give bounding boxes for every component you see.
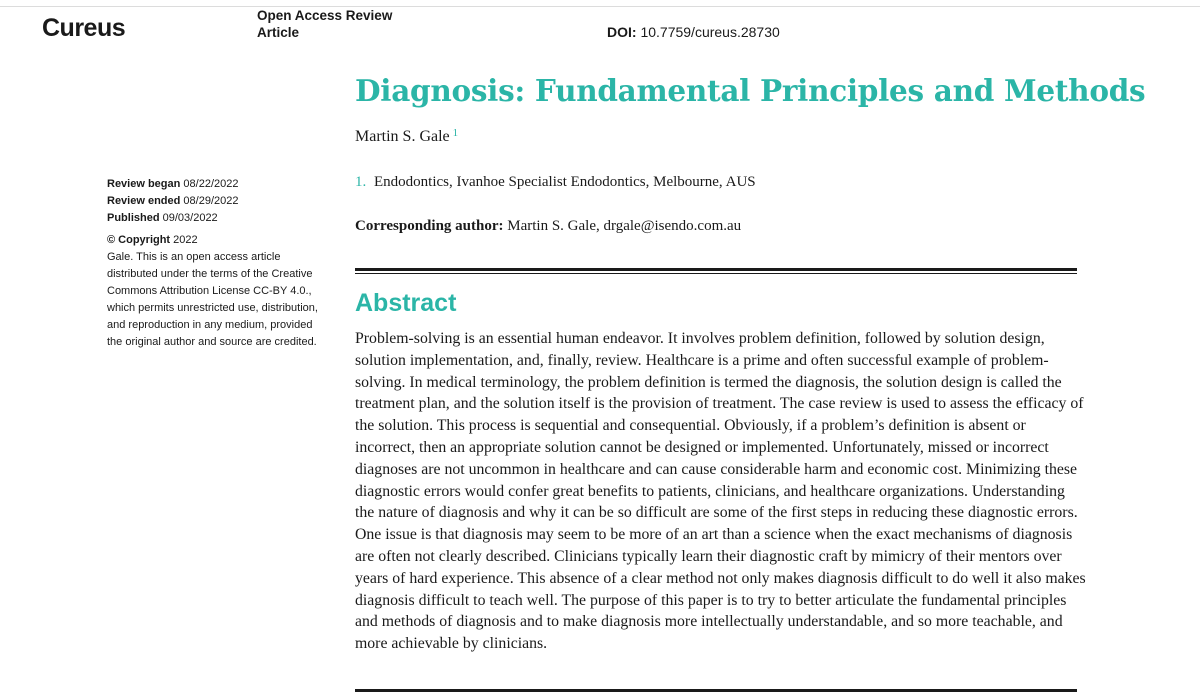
- doi-link[interactable]: 10.7759/cureus.28730: [640, 24, 780, 40]
- corresponding-value: Martin S. Gale, drgale@isendo.com.au: [507, 218, 742, 234]
- published-date: 09/03/2022: [162, 212, 218, 224]
- article-type-label: Open Access Review Article: [257, 8, 393, 40]
- doi-label: DOI:: [607, 24, 637, 40]
- abstract-heading: Abstract: [355, 289, 457, 317]
- top-divider: [0, 6, 1200, 7]
- review-began-label: Review began: [107, 178, 181, 190]
- affiliation-ref-link[interactable]: 1: [452, 127, 459, 139]
- affiliation: [355, 174, 756, 191]
- copyright-year: 2022: [173, 234, 198, 246]
- divider-thin-line: [355, 273, 1077, 274]
- review-ended: [107, 193, 332, 210]
- article-title: Diagnosis: Fundamental Principles and Methods: [355, 73, 1146, 108]
- divider-thick-line: [355, 268, 1077, 271]
- article-sidebar: [107, 176, 332, 351]
- affiliation-number: 1.: [355, 174, 367, 190]
- bottom-divider: [355, 689, 1077, 692]
- review-ended-date: 08/29/2022: [183, 195, 239, 207]
- review-began-date: 08/22/2022: [183, 178, 239, 190]
- abstract-body: Problem-solving is an essential human endeavor. It involves problem definition, followed by solution design, solution implementation, and, finally, review. Healthcare is a prime and often successful example of problem-solving. In medical terminology, the problem definition is termed the diagnosis, the solution design is called the treatment plan, and the solution itself is the provision of treatment. The case review is used to assess the efficacy of the solution. This process is sequential and consequential. Obviously, if a problem’s definition is absent or incorrect, then an appropriate solution cannot be designed or implemented. Unfortunately, missed or incorrect diagnoses are not uncommon in healthcare and can cause considerable harm and economic cost. Minimizing these diagnostic errors would confer great benefits to patients, clinicians, and healthcare organizations. Understanding the nature of diagnosis and why it can be so difficult are some of the first steps in reducing these diagnostic errors. One issue is that diagnosis may seem to be more of an art than a science when the exact mechanisms of diagnosis are often not clearly described. Clinicians typically learn their diagnostic craft by mimicry of their mentors over years of hard experience. This absence of a clear method not only makes diagnosis difficult to do well it also makes diagnosis difficult to teach well. The purpose of this paper is to try to better articulate the fundamental principles and methods of diagnosis and to make diagnosis more intellectually understandable, and so more teachable, and more achievable by clinicians.: [355, 330, 1086, 653]
- review-began: [107, 176, 332, 193]
- published-label: Published: [107, 212, 160, 224]
- author-line: [355, 127, 458, 146]
- doi: [607, 24, 780, 40]
- review-ended-label: Review ended: [107, 195, 181, 207]
- corresponding-author: [355, 218, 741, 235]
- license-text: Gale. This is an open access article distributed under the terms of the Creative Commons Attribution License CC-BY 4.0., which permits unrestricted use, distribution, and reproduction in any medium, provided the original author and source are credited.: [107, 251, 318, 348]
- copyright-label: © Copyright: [107, 234, 171, 246]
- published: [107, 210, 332, 227]
- cureus-logo[interactable]: Cureus: [42, 14, 126, 42]
- author-name: Martin S. Gale: [355, 128, 450, 145]
- section-divider: [355, 268, 1077, 275]
- corresponding-label: Corresponding author:: [355, 218, 504, 234]
- copyright: [107, 232, 332, 249]
- affiliation-text: Endodontics, Ivanhoe Specialist Endodontics, Melbourne, AUS: [374, 174, 756, 190]
